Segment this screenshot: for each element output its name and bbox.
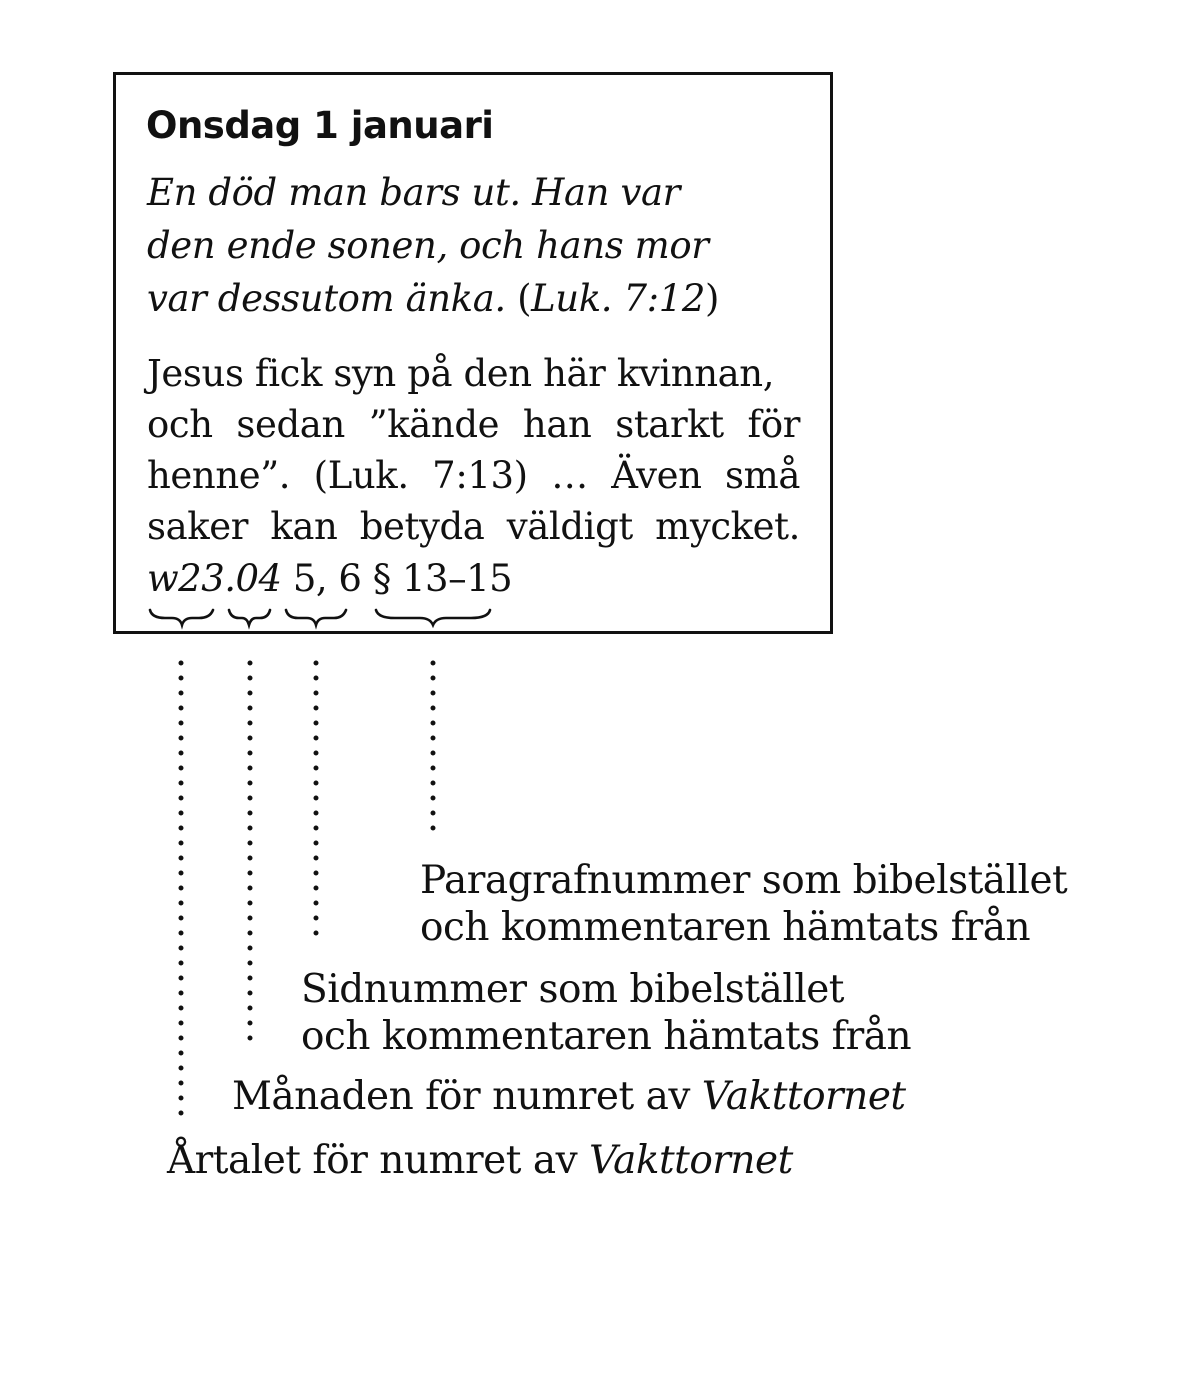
- year-label-publication: Vakttornet: [589, 1138, 793, 1183]
- page-number-label: [301, 966, 911, 1060]
- page-numbers: 5, 6: [292, 557, 362, 600]
- verse-ref-close: ): [704, 277, 720, 320]
- verse-line: En död man bars ut. Han var: [147, 171, 680, 214]
- paragraph-brace: [376, 610, 490, 625]
- verse-ref-open: (: [517, 277, 532, 320]
- paragraph-label-line: och kommentaren hämtats från: [420, 905, 1031, 950]
- paragraph-number-label: [420, 857, 1067, 951]
- page-brace: [286, 610, 346, 625]
- comment-line: henne”. (Luk. 7:13) … Även små: [147, 454, 800, 497]
- page-label-line: och kommentaren hämtats från: [301, 1014, 912, 1059]
- month-label-text: Månaden för numret av: [232, 1074, 702, 1119]
- paragraph-label-line: Paragrafnummer som bibelstället: [420, 858, 1068, 903]
- publication-code: w23.04: [147, 557, 282, 600]
- month-label: [232, 1073, 906, 1120]
- date-heading: Onsdag 1 januari: [146, 104, 494, 147]
- page-label-line: Sidnummer som bibelstället: [301, 967, 844, 1012]
- paragraph-numbers: § 13–15: [372, 557, 513, 600]
- verse-line: den ende sonen, och hans mor: [147, 224, 709, 267]
- comment-line: Jesus fick syn på den här kvinnan,: [147, 352, 775, 395]
- month-brace: [229, 610, 270, 625]
- month-label-publication: Vakttornet: [701, 1074, 906, 1119]
- year-label: [167, 1137, 793, 1184]
- year-label-text: Årtalet för numret av: [167, 1138, 589, 1183]
- comment-line: och sedan ”kände han starkt för: [147, 403, 800, 446]
- verse-reference: Luk. 7:12: [531, 277, 705, 320]
- comment-line: saker kan betyda väldigt mycket.: [147, 505, 800, 548]
- verse-line: var dessutom änka.: [147, 277, 506, 320]
- year-brace: [150, 610, 213, 625]
